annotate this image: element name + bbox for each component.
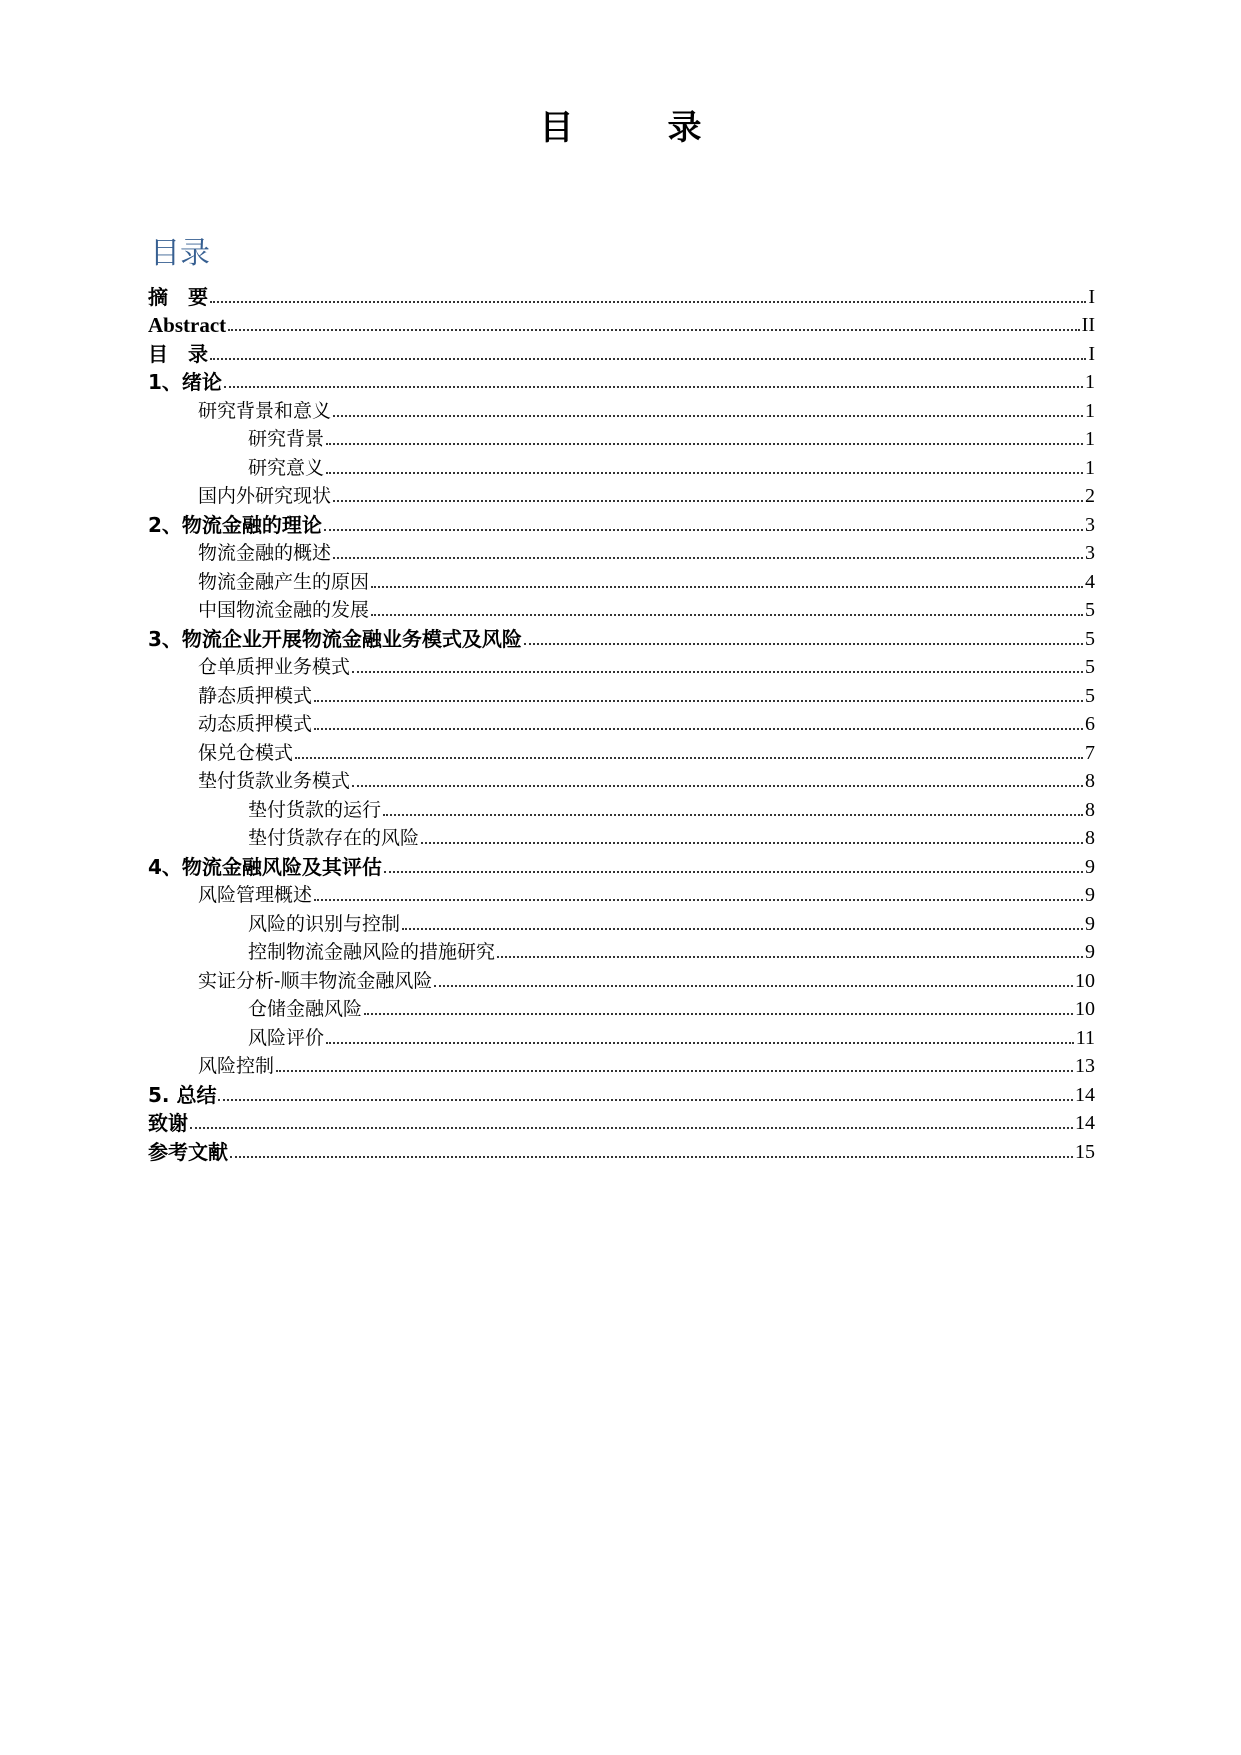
toc-dot-leader bbox=[314, 700, 1083, 702]
toc-entry-page-number: 5 bbox=[1085, 684, 1095, 707]
toc-entry-label: 5. 总结 bbox=[148, 1082, 217, 1107]
toc-entry-label: 中国物流金融的发展 bbox=[198, 599, 370, 621]
toc-entry[interactable] bbox=[148, 1107, 1095, 1136]
toc-entry-label: 研究背景 bbox=[248, 428, 325, 450]
toc-dot-leader bbox=[383, 814, 1083, 816]
toc-entry[interactable] bbox=[148, 366, 1095, 395]
toc-entry[interactable] bbox=[148, 337, 1095, 366]
toc-entry-label: 静态质押模式 bbox=[198, 684, 313, 707]
toc-entry-page-number: 8 bbox=[1085, 798, 1095, 821]
toc-entry-page-number: 13 bbox=[1075, 1055, 1095, 1077]
toc-entry-page-number: 8 bbox=[1085, 827, 1095, 849]
toc-dot-leader bbox=[371, 614, 1083, 616]
toc-dot-leader bbox=[524, 643, 1083, 645]
toc-entry[interactable] bbox=[148, 1050, 1095, 1079]
toc-dot-leader bbox=[210, 358, 1086, 360]
toc-entry-page-number: 5 bbox=[1085, 599, 1095, 621]
toc-entry-label: 3、物流企业开展物流金融业务模式及风险 bbox=[148, 626, 522, 651]
toc-entry-page-number: 6 bbox=[1085, 713, 1095, 735]
toc-entry[interactable] bbox=[148, 1021, 1095, 1050]
toc-entry-label: 致谢 bbox=[148, 1111, 188, 1135]
toc-dot-leader bbox=[230, 1156, 1073, 1158]
toc-entry-label: 国内外研究现状 bbox=[198, 485, 332, 507]
toc-dot-leader bbox=[190, 1127, 1073, 1129]
toc-entry-page-number: 9 bbox=[1085, 884, 1095, 906]
toc-entry-label: 保兑仓模式 bbox=[198, 741, 294, 764]
toc-entry-page-number: 1 bbox=[1085, 399, 1095, 422]
toc-entry[interactable] bbox=[148, 423, 1095, 452]
toc-entry-page-number: 2 bbox=[1085, 485, 1095, 507]
toc-entry-label: 物流金融产生的原因 bbox=[198, 570, 370, 593]
toc-dot-leader bbox=[352, 671, 1083, 673]
toc-dot-leader bbox=[352, 785, 1083, 787]
toc-heading: 目录 bbox=[150, 236, 210, 271]
toc-dot-leader bbox=[326, 472, 1083, 474]
toc-entry[interactable] bbox=[148, 993, 1095, 1022]
toc-entry-label: 风险评价 bbox=[248, 1026, 325, 1049]
toc-entry-label: 摘 要 bbox=[148, 284, 208, 309]
toc-dot-leader bbox=[333, 415, 1083, 417]
toc-entry[interactable] bbox=[148, 822, 1095, 851]
toc-entry-page-number: 9 bbox=[1085, 855, 1095, 878]
toc-entry[interactable] bbox=[148, 850, 1095, 879]
toc-entry[interactable] bbox=[148, 451, 1095, 480]
toc-entry-label: Abstract bbox=[148, 313, 227, 337]
toc-entry-label: 垫付货款存在的风险 bbox=[248, 827, 420, 849]
toc-entry[interactable] bbox=[148, 309, 1095, 338]
toc-entry-label: 研究背景和意义 bbox=[198, 399, 332, 422]
toc-entry-label: 实证分析-顺丰物流金融风险 bbox=[198, 969, 433, 992]
toc-entry[interactable] bbox=[148, 765, 1095, 794]
toc-dot-leader bbox=[210, 301, 1086, 303]
toc-entry[interactable] bbox=[148, 907, 1095, 936]
toc-entry-page-number: 11 bbox=[1075, 1026, 1095, 1049]
toc-entry-page-number: 14 bbox=[1075, 1083, 1095, 1106]
toc-entry[interactable] bbox=[148, 537, 1095, 566]
toc-entry-page-number: I bbox=[1088, 342, 1095, 365]
toc-entry[interactable] bbox=[148, 565, 1095, 594]
toc-entry-page-number: 9 bbox=[1085, 912, 1095, 935]
toc-entry[interactable] bbox=[148, 594, 1095, 623]
toc-entry[interactable] bbox=[148, 508, 1095, 537]
toc-entry-page-number: 4 bbox=[1085, 570, 1095, 593]
toc-entry-page-number: 1 bbox=[1085, 456, 1095, 479]
toc-entry-page-number: 10 bbox=[1075, 969, 1095, 992]
toc-dot-leader bbox=[314, 899, 1083, 901]
toc-entry-page-number: 8 bbox=[1085, 770, 1095, 792]
toc-dot-leader bbox=[364, 1013, 1073, 1015]
toc-entry-page-number: 3 bbox=[1085, 513, 1095, 536]
toc-entry-page-number: II bbox=[1081, 314, 1095, 336]
toc-entry[interactable] bbox=[148, 879, 1095, 908]
toc-entry[interactable] bbox=[148, 280, 1095, 309]
table-of-contents bbox=[148, 280, 1095, 1164]
toc-entry[interactable] bbox=[148, 480, 1095, 509]
toc-entry-page-number: 1 bbox=[1085, 371, 1095, 393]
toc-entry[interactable] bbox=[148, 622, 1095, 651]
toc-entry[interactable] bbox=[148, 964, 1095, 993]
toc-entry-label: 风险控制 bbox=[198, 1055, 275, 1077]
page-title: 目 录 bbox=[539, 108, 732, 148]
toc-entry-label: 4、物流金融风险及其评估 bbox=[148, 854, 382, 879]
toc-entry-label: 仓储金融风险 bbox=[248, 998, 363, 1020]
toc-dot-leader bbox=[228, 329, 1080, 331]
toc-entry[interactable] bbox=[148, 708, 1095, 737]
toc-dot-leader bbox=[497, 956, 1083, 958]
toc-dot-leader bbox=[384, 871, 1083, 873]
toc-entry-page-number: I bbox=[1088, 285, 1095, 308]
toc-dot-leader bbox=[421, 842, 1083, 844]
toc-entry-label: 研究意义 bbox=[248, 456, 325, 479]
toc-entry[interactable] bbox=[148, 651, 1095, 680]
toc-entry-page-number: 15 bbox=[1075, 1140, 1095, 1163]
toc-entry-page-number: 3 bbox=[1085, 542, 1095, 564]
toc-entry-label: 目 录 bbox=[148, 341, 208, 366]
toc-entry[interactable] bbox=[148, 793, 1095, 822]
toc-dot-leader bbox=[333, 500, 1083, 502]
toc-dot-leader bbox=[434, 985, 1073, 987]
toc-entry-label: 物流金融的概述 bbox=[198, 542, 332, 564]
toc-entry[interactable] bbox=[148, 679, 1095, 708]
toc-dot-leader bbox=[224, 386, 1083, 388]
toc-entry-page-number: 5 bbox=[1085, 627, 1095, 650]
toc-dot-leader bbox=[276, 1070, 1073, 1072]
toc-dot-leader bbox=[324, 529, 1083, 531]
toc-entry-label: 风险管理概述 bbox=[198, 884, 313, 906]
toc-dot-leader bbox=[326, 1042, 1074, 1044]
toc-dot-leader bbox=[218, 1099, 1073, 1101]
toc-entry-label: 仓单质押业务模式 bbox=[198, 656, 351, 678]
toc-entry-label: 控制物流金融风险的措施研究 bbox=[248, 941, 496, 963]
toc-entry-label: 动态质押模式 bbox=[198, 713, 313, 735]
toc-entry-label: 垫付货款业务模式 bbox=[198, 770, 351, 792]
toc-entry-page-number: 1 bbox=[1085, 428, 1095, 450]
toc-dot-leader bbox=[295, 757, 1083, 759]
toc-entry-label: 垫付货款的运行 bbox=[248, 798, 382, 821]
toc-entry[interactable] bbox=[148, 1078, 1095, 1107]
toc-entry-label: 1、绪论 bbox=[148, 370, 222, 394]
toc-entry-page-number: 9 bbox=[1085, 941, 1095, 963]
toc-entry-label: 2、物流金融的理论 bbox=[148, 512, 322, 537]
toc-entry[interactable] bbox=[148, 1135, 1095, 1164]
toc-dot-leader bbox=[333, 557, 1083, 559]
toc-dot-leader bbox=[326, 443, 1083, 445]
toc-entry-page-number: 14 bbox=[1075, 1112, 1095, 1134]
toc-entry[interactable] bbox=[148, 394, 1095, 423]
toc-entry[interactable] bbox=[148, 736, 1095, 765]
toc-entry-label: 风险的识别与控制 bbox=[248, 912, 401, 935]
toc-entry-page-number: 5 bbox=[1085, 656, 1095, 678]
toc-dot-leader bbox=[402, 928, 1083, 930]
toc-entry-label: 参考文献 bbox=[148, 1139, 228, 1164]
toc-dot-leader bbox=[371, 586, 1083, 588]
toc-entry[interactable] bbox=[148, 936, 1095, 965]
toc-entry-page-number: 10 bbox=[1075, 998, 1095, 1020]
toc-entry-page-number: 7 bbox=[1085, 741, 1095, 764]
toc-dot-leader bbox=[314, 728, 1083, 730]
